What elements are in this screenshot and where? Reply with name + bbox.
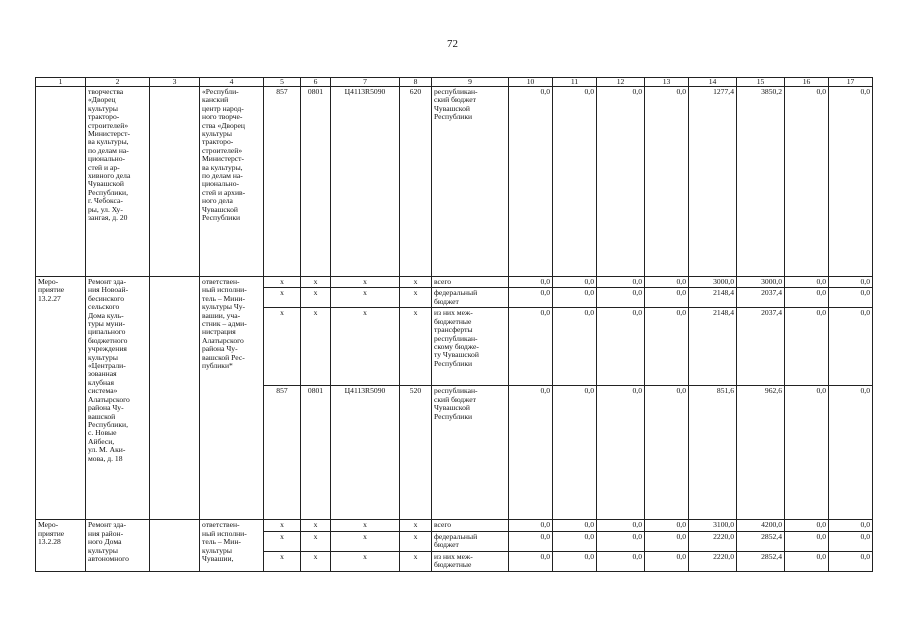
amount-cell: 0,0 <box>553 87 597 277</box>
grbs-code: x <box>264 308 301 386</box>
target-article-code: x <box>331 520 400 531</box>
amount-cell: 0,0 <box>509 87 553 277</box>
amount-cell: 0,0 <box>553 277 597 288</box>
amount-cell: 0,0 <box>509 386 553 520</box>
amount-cell: 0,0 <box>829 520 873 531</box>
amount-cell: 2220,0 <box>689 531 737 551</box>
amount-cell: 0,0 <box>645 551 689 571</box>
amount-cell: 3000,0 <box>689 277 737 288</box>
amount-cell: 0,0 <box>785 386 829 520</box>
column-header: 13 <box>645 78 689 87</box>
amount-cell: 0,0 <box>597 87 645 277</box>
amount-cell: 0,0 <box>645 87 689 277</box>
amount-cell: 0,0 <box>553 551 597 571</box>
amount-cell: 0,0 <box>509 551 553 571</box>
amount-cell: 0,0 <box>645 520 689 531</box>
amount-cell: 1277,4 <box>689 87 737 277</box>
event-number-cell: Меро- приятие 13.2.28 <box>36 520 86 571</box>
target-article-code: x <box>331 531 400 551</box>
amount-cell: 0,0 <box>829 386 873 520</box>
section-code: x <box>301 531 331 551</box>
section-code: x <box>301 277 331 288</box>
amount-cell: 2037,4 <box>737 308 785 386</box>
column-header: 15 <box>737 78 785 87</box>
amount-cell: 0,0 <box>785 277 829 288</box>
budget-table <box>35 77 873 572</box>
target-article-code: Ц4113R5090 <box>331 386 400 520</box>
expense-type-code: x <box>400 551 432 571</box>
grbs-code: 857 <box>264 87 301 277</box>
section-code: x <box>301 520 331 531</box>
amount-cell: 0,0 <box>597 288 645 308</box>
page-number: 72 <box>447 38 458 50</box>
column-header: 6 <box>301 78 331 87</box>
amount-cell: 0,0 <box>785 531 829 551</box>
amount-cell: 0,0 <box>785 551 829 571</box>
amount-cell: 0,0 <box>785 87 829 277</box>
amount-cell: 3100,0 <box>689 520 737 531</box>
target-article-code: x <box>331 551 400 571</box>
grbs-code: x <box>264 520 301 531</box>
event-name-cell: Ремонт зда- ния Новоай- бесинского сельского Дома куль- туры муни- ципального бюджетного учреждения культуры «Централи- зованная клубная система» Алатырского района Чу- вашской Республики, с. Новые Айбеси, ул. М. Аки- мова, д. 18 <box>86 277 150 520</box>
expense-type-code: x <box>400 308 432 386</box>
amount-cell: 0,0 <box>829 551 873 571</box>
amount-cell: 0,0 <box>597 277 645 288</box>
grbs-code: 857 <box>264 386 301 520</box>
amount-cell: 3850,2 <box>737 87 785 277</box>
amount-cell: 0,0 <box>509 308 553 386</box>
expense-type-code: x <box>400 288 432 308</box>
column-header: 5 <box>264 78 301 87</box>
expense-type-code: x <box>400 531 432 551</box>
target-article-code: Ц4113R5090 <box>331 87 400 277</box>
event-name-cell: Ремонт зда- ния район- ного Дома культуры автономного <box>86 520 150 571</box>
amount-cell: 4200,0 <box>737 520 785 531</box>
amount-cell: 0,0 <box>645 288 689 308</box>
executor-cell: ответствен- ный исполни- тель – Мин- культуры Чувашии, <box>200 520 264 571</box>
amount-cell: 0,0 <box>509 288 553 308</box>
table-row <box>36 87 873 277</box>
amount-cell: 0,0 <box>645 386 689 520</box>
target-article-code: x <box>331 308 400 386</box>
funding-source: федеральный бюджет <box>432 288 509 308</box>
amount-cell: 2852,4 <box>737 531 785 551</box>
amount-cell: 0,0 <box>597 551 645 571</box>
amount-cell: 0,0 <box>597 386 645 520</box>
funding-source: федеральный бюджет <box>432 531 509 551</box>
table-row <box>36 277 873 288</box>
section-code: x <box>301 551 331 571</box>
amount-cell: 0,0 <box>597 308 645 386</box>
amount-cell: 0,0 <box>553 288 597 308</box>
column-header: 9 <box>432 78 509 87</box>
amount-cell: 3000,0 <box>737 277 785 288</box>
grbs-code: x <box>264 551 301 571</box>
grbs-code: x <box>264 288 301 308</box>
amount-cell: 0,0 <box>829 308 873 386</box>
executor-cell: ответствен- ный исполни- тель – Мини- культуры Чу- вашии, уча- стник – адми- нистрация Алатырского района Чу- вашской Рес- публики* <box>200 277 264 520</box>
column-header: 17 <box>829 78 873 87</box>
amount-cell: 0,0 <box>553 531 597 551</box>
amount-cell: 2852,4 <box>737 551 785 571</box>
column-header: 1 <box>36 78 86 87</box>
amount-cell: 0,0 <box>553 386 597 520</box>
column-header: 4 <box>200 78 264 87</box>
amount-cell: 0,0 <box>785 288 829 308</box>
amount-cell: 0,0 <box>829 87 873 277</box>
target-article-code: x <box>331 277 400 288</box>
amount-cell: 0,0 <box>829 288 873 308</box>
section-code: x <box>301 288 331 308</box>
funding-source: из них меж- бюджетные <box>432 551 509 571</box>
amount-cell: 0,0 <box>509 277 553 288</box>
empty-cell <box>150 87 200 277</box>
empty-cell <box>150 277 200 520</box>
empty-cell <box>150 520 200 571</box>
column-number-row <box>36 78 873 87</box>
event-number-cell <box>36 87 86 277</box>
funding-source: республикан- ский бюджет Чувашской Республики <box>432 87 509 277</box>
amount-cell: 2220,0 <box>689 551 737 571</box>
column-header: 11 <box>553 78 597 87</box>
column-header: 14 <box>689 78 737 87</box>
target-article-code: x <box>331 288 400 308</box>
amount-cell: 851,6 <box>689 386 737 520</box>
amount-cell: 0,0 <box>553 308 597 386</box>
expense-type-code: 620 <box>400 87 432 277</box>
expense-type-code: x <box>400 520 432 531</box>
amount-cell: 0,0 <box>553 520 597 531</box>
amount-cell: 0,0 <box>645 308 689 386</box>
grbs-code: x <box>264 277 301 288</box>
funding-source: всего <box>432 520 509 531</box>
amount-cell: 0,0 <box>645 531 689 551</box>
section-code: 0801 <box>301 386 331 520</box>
amount-cell: 0,0 <box>597 531 645 551</box>
executor-cell: «Республи- канский центр народ- ного творче- ства «Дворец культуры тракторо- строителей» Министерст- ва культуры, по делам на- циональнo- стей и архив- ного дела Чувашской Республики <box>200 87 264 277</box>
expense-type-code: 520 <box>400 386 432 520</box>
section-code: x <box>301 308 331 386</box>
column-header: 2 <box>86 78 150 87</box>
table-row <box>36 520 873 531</box>
amount-cell: 0,0 <box>785 520 829 531</box>
funding-source: республикан- ский бюджет Чувашской Республики <box>432 386 509 520</box>
expense-type-code: x <box>400 277 432 288</box>
amount-cell: 0,0 <box>829 277 873 288</box>
grbs-code: x <box>264 531 301 551</box>
amount-cell: 962,6 <box>737 386 785 520</box>
amount-cell: 0,0 <box>785 308 829 386</box>
amount-cell: 2148,4 <box>689 288 737 308</box>
event-name-cell: творчества «Дворец культуры тракторо- строителей» Министерст- ва культуры, по делам на- циональнo- стей и ар- хивного дела Чувашской Республики, г. Чебокса- ры, ул. Ху- зангая, д. 20 <box>86 87 150 277</box>
event-number-cell: Меро- приятие 13.2.27 <box>36 277 86 520</box>
column-header: 7 <box>331 78 400 87</box>
amount-cell: 0,0 <box>509 531 553 551</box>
column-header: 3 <box>150 78 200 87</box>
column-header: 10 <box>509 78 553 87</box>
amount-cell: 2037,4 <box>737 288 785 308</box>
amount-cell: 0,0 <box>509 520 553 531</box>
column-header: 12 <box>597 78 645 87</box>
funding-source: из них меж- бюджетные трансферты республикан- скому бюдже- ту Чувашской Республики <box>432 308 509 386</box>
amount-cell: 0,0 <box>645 277 689 288</box>
amount-cell: 2148,4 <box>689 308 737 386</box>
section-code: 0801 <box>301 87 331 277</box>
amount-cell: 0,0 <box>597 520 645 531</box>
column-header: 8 <box>400 78 432 87</box>
column-header: 16 <box>785 78 829 87</box>
amount-cell: 0,0 <box>829 531 873 551</box>
funding-source: всего <box>432 277 509 288</box>
